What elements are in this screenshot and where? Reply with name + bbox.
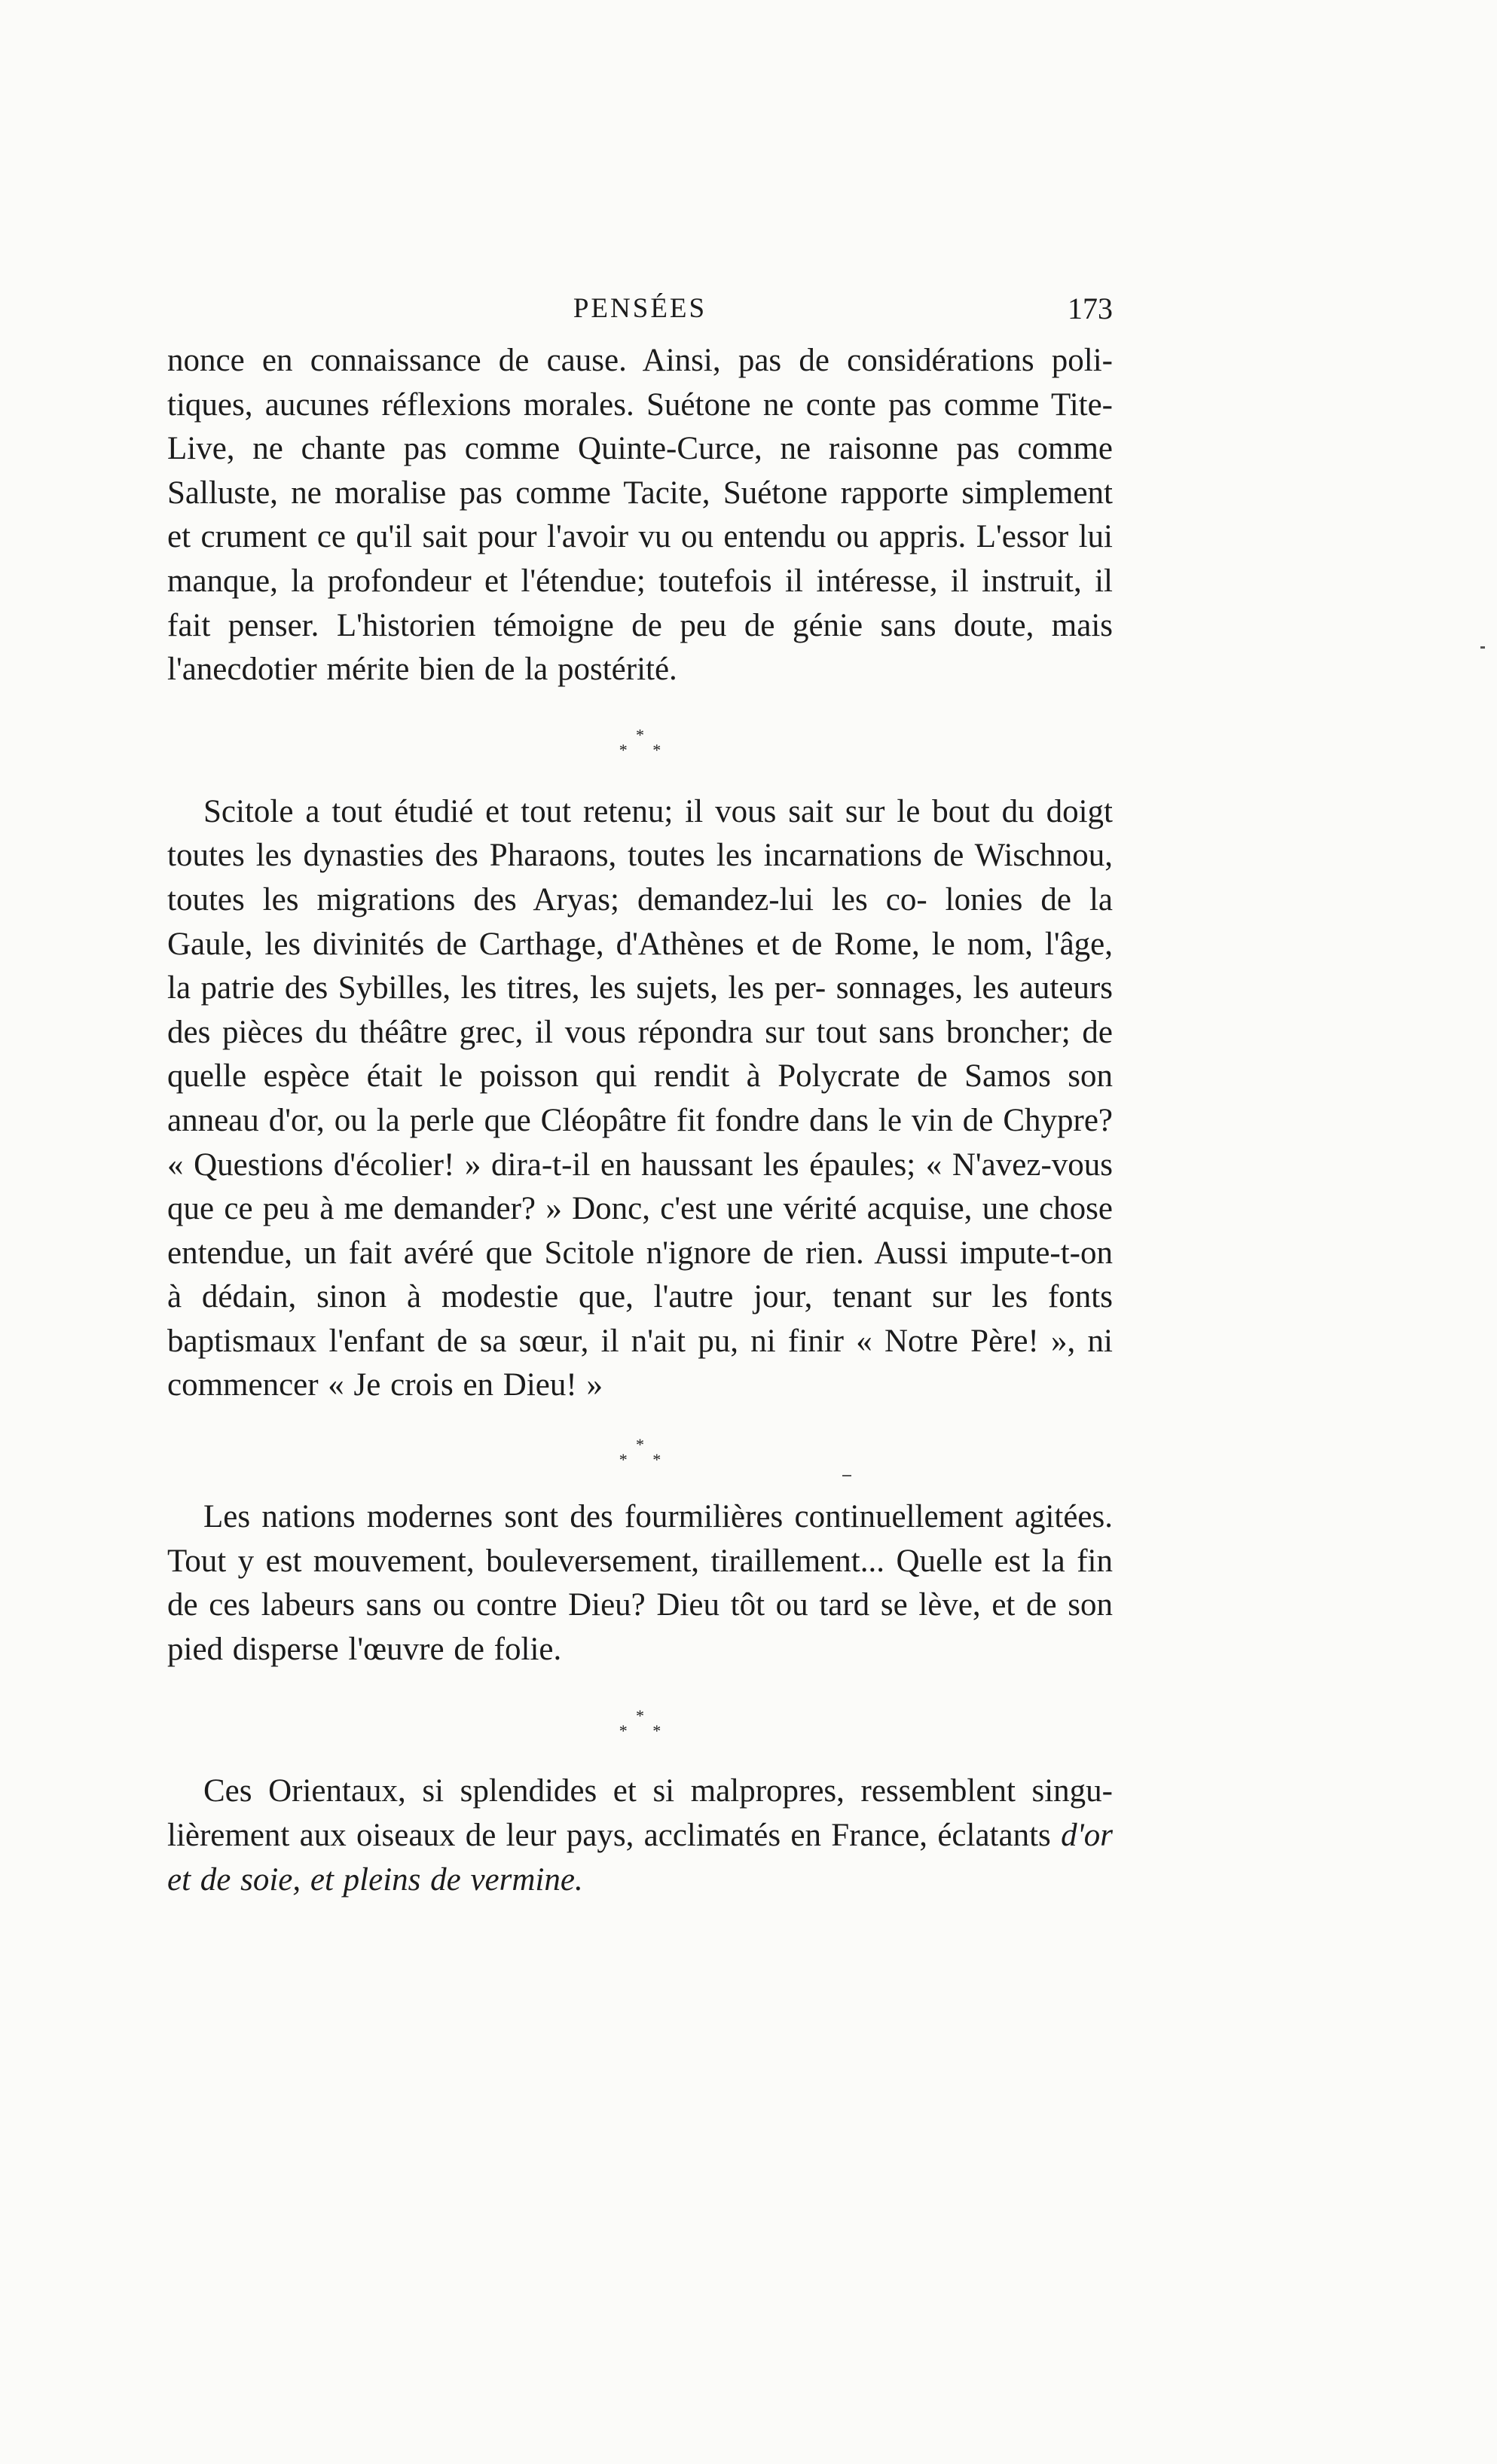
text-line: Les nations modernes sont des fourmilières continuellement bbox=[203, 1499, 1004, 1535]
text-line: intéresse, il instruit, il fait penser. L'historien témoigne de peu de bbox=[167, 563, 1113, 643]
paragraph-scitole bbox=[167, 790, 1113, 1408]
text-line: modestie que, l'autre jour, tenant sur les fonts baptismaux l'enfant bbox=[167, 1279, 1113, 1359]
text-line: à Polycrate de Samos son anneau d'or, ou la perle que Cléopâtre fit bbox=[167, 1058, 1114, 1138]
asterism-bottom: * * bbox=[619, 740, 672, 759]
text-line: doigt toutes les dynasties des Pharaons, toutes les incarnations de bbox=[167, 793, 1114, 874]
text-line: lièrement aux oiseaux de leur pays, acclimatés en France, éclatants bbox=[167, 1818, 1051, 1854]
text-line: comme Salluste, ne moralise pas comme Tacite, Suétone rapporte bbox=[167, 431, 1113, 511]
section-separator bbox=[167, 1672, 1113, 1769]
text-line: Donc, c'est une vérité acquise, une chose entendue, un fait avéré bbox=[167, 1191, 1114, 1271]
asterism-top: * bbox=[636, 1706, 644, 1726]
page-number: 173 bbox=[1068, 292, 1113, 325]
text-line: haussant les épaules; « N'avez-vous que ce peu à me demander? » bbox=[167, 1147, 1113, 1227]
text-line: se lève, et de son pied disperse l'œuvre de folie. bbox=[167, 1587, 1113, 1667]
text-line: Ces Orientaux, si splendides et si malpropres, ressemblent singu- bbox=[203, 1773, 1113, 1809]
text-line: fondre dans le vin de Chypre? « Questions d'écolier! » dira-t-il en bbox=[167, 1102, 1113, 1183]
section-separator bbox=[167, 692, 1113, 790]
scan-speck bbox=[842, 1475, 851, 1476]
text-line: le nom, l'âge, la patrie des Sybilles, les titres, les sujets, les per- bbox=[167, 926, 1113, 1006]
asterism-bottom: * * bbox=[619, 1450, 672, 1470]
text-line: Quelle est la fin de ces labeurs sans ou contre Dieu? Dieu tôt ou tard bbox=[167, 1543, 1113, 1623]
text-line: agitées. Tout y est mouvement, bouleversement, tiraillement... bbox=[167, 1499, 1113, 1579]
running-title: PENSÉES bbox=[573, 293, 707, 324]
text-line: crois en Dieu! » bbox=[390, 1367, 603, 1403]
text-line: tiques, aucunes réflexions morales. Suétone ne conte pas comme bbox=[167, 386, 1040, 423]
scan-speck bbox=[1480, 646, 1485, 649]
text-line: lonies de la Gaule, les divinités de Carthage, d'Athènes et de Rome, bbox=[167, 881, 1113, 962]
paragraph-nations bbox=[167, 1495, 1113, 1672]
text-line: Tite-Live, ne chante pas comme Quinte-Curce, ne raisonne pas bbox=[167, 386, 1113, 467]
section-separator bbox=[167, 1408, 1113, 1495]
text-line: Wischnou, toutes les migrations des Aryas; demandez-lui les co- bbox=[167, 838, 1113, 918]
text-line: que Scitole n'ignore de rien. Aussi impute-t-on à dédain, sinon à bbox=[167, 1235, 1114, 1315]
text-line: sonnages, les auteurs des pièces du théâtre grec, il vous répondra bbox=[167, 970, 1114, 1050]
page-body bbox=[167, 339, 1113, 1902]
text-line: sur tout sans broncher; de quelle espèce était le poisson qui rendit bbox=[167, 1014, 1114, 1095]
asterism-top: * bbox=[636, 725, 644, 744]
page-header bbox=[167, 286, 1113, 331]
text-line: nonce en connaissance de cause. Ainsi, pas de considérations poli- bbox=[167, 343, 1113, 378]
text-line: simplement et crument ce qu'il sait pour l'avoir vu ou entendu ou bbox=[167, 475, 1113, 555]
text-line: génie sans doute, mais l'anecdotier mérite bien de la postérité. bbox=[167, 607, 1114, 688]
asterism-top: * bbox=[636, 1435, 644, 1455]
paragraph-suetone bbox=[167, 339, 1113, 692]
text-line: Scitole a tout étudié et tout retenu; il vous sait sur le bout du bbox=[203, 793, 1034, 829]
paragraph-orientaux bbox=[167, 1769, 1113, 1902]
text-line: appris. L'essor lui manque, la profondeur et l'étendue; toutefois il bbox=[167, 519, 1113, 599]
text-line: de sa sœur, il n'ait pu, ni finir « Notre Père! », ni commencer « Je bbox=[167, 1323, 1113, 1403]
asterism-bottom: * * bbox=[619, 1721, 672, 1741]
text-line: d'or et de soie, et pleins de vermine. bbox=[167, 1818, 1114, 1898]
